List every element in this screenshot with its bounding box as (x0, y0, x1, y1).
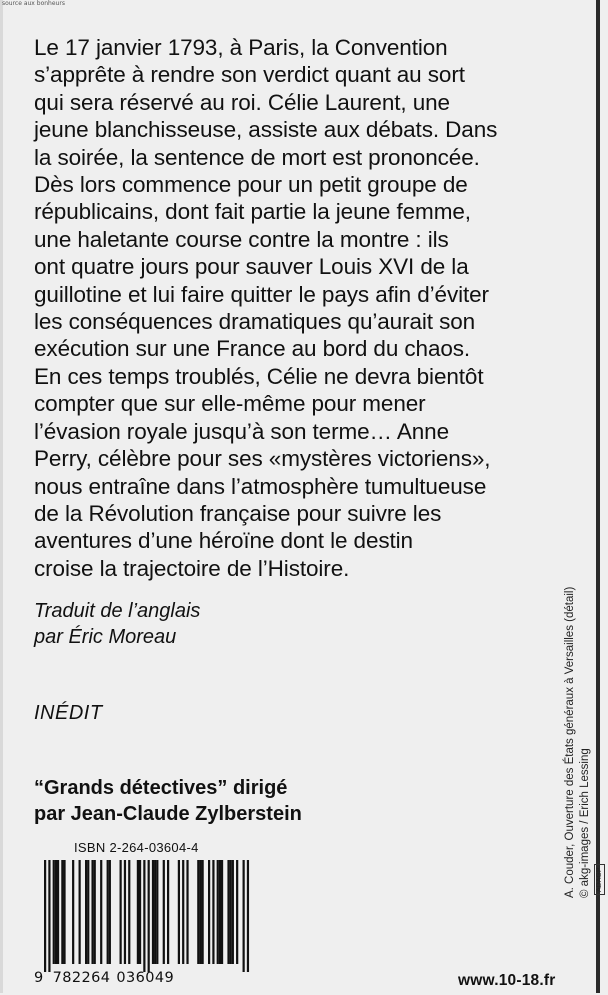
cover-image-credit (563, 568, 608, 898)
barcode-bar (247, 860, 249, 972)
blurb-line: les conséquences dramatiques qu’aurait son (34, 309, 476, 335)
blurb-line: la soirée, la sentence de mort est prononcée. (34, 144, 480, 170)
ean-barcode (44, 860, 249, 972)
barcode-bar (221, 860, 223, 964)
barcode-block (34, 840, 264, 995)
barcode-bar (143, 860, 145, 972)
barcode-bar (199, 860, 201, 964)
adagp-logo: ADAGP (594, 864, 605, 895)
translator-line-1: Traduit de l’anglais (34, 600, 201, 622)
blurb-line: exécution sur une France au bord du chaos. (34, 336, 471, 362)
barcode-bar (212, 860, 214, 964)
left-page-edge (0, 0, 3, 993)
credit-line-1: A. Couder, Ouverture des États généraux à Versailles (détail) (564, 586, 576, 898)
barcode-bar (243, 860, 245, 972)
barcode-bar (55, 860, 57, 964)
barcode-bar (202, 860, 204, 964)
blurb-line: de la Révolution française pour suivre les (34, 500, 442, 526)
barcode-bar (91, 860, 93, 964)
barcode-bar (163, 860, 165, 964)
barcode-bar (236, 860, 238, 964)
collection-line-1: “Grands détectives” dirigé (34, 777, 288, 799)
barcode-bar (186, 860, 188, 964)
barcode-bar (154, 860, 156, 964)
barcode-bar (227, 860, 229, 964)
barcode-bar (152, 860, 154, 964)
barcode-bar (217, 860, 219, 964)
barcode-bar (197, 860, 199, 964)
blurb-line: républicains, dont fait partie la jeune femme, (34, 199, 471, 225)
barcode-bar (208, 860, 210, 964)
inedit-label: INÉDIT (34, 702, 103, 724)
barcode-digit-group-1: 782264 (52, 970, 111, 986)
blurb-line: compter que sur elle-même pour mener (34, 391, 426, 417)
barcode-digits (34, 970, 174, 986)
isbn-label: ISBN 2-264-03604-4 (74, 840, 199, 855)
barcode-digit-group-2: 036049 (116, 970, 175, 986)
barcode-bar (85, 860, 87, 964)
blurb-line: Perry, célèbre pour ses «mystères victoriens», (34, 446, 491, 472)
barcode-bar (79, 860, 81, 964)
barcode-bar (53, 860, 55, 964)
barcode-bar (182, 860, 184, 964)
blurb-line: une haletante course contre la montre : ils (34, 226, 449, 252)
blurb-line: s’apprête à rendre son verdict quant au sort (34, 62, 465, 88)
barcode-bar (120, 860, 122, 964)
barcode-bar (48, 860, 50, 972)
barcode-bar (107, 860, 109, 964)
translator-line-2: par Éric Moreau (34, 626, 177, 648)
blurb-line: l’évasion royale jusqu’à son terme… Anne (34, 418, 449, 444)
blurb-line: En ces temps troublés, Célie ne devra bientôt (34, 363, 484, 389)
barcode-bar (230, 860, 232, 964)
barcode-bar (57, 860, 59, 964)
barcode-bar (63, 860, 65, 964)
barcode-bar (148, 860, 150, 972)
barcode-digit-first: 9 (34, 970, 44, 986)
blurb-line: Le 17 janvier 1793, à Paris, la Convention (34, 35, 448, 60)
blurb-line: croise la trajectoire de l’Histoire. (34, 555, 350, 581)
barcode-bar (128, 860, 130, 964)
barcode-bar (139, 860, 141, 964)
barcode-bar (87, 860, 89, 964)
credit-line-2: © akg-images / Erich Lessing ADAGP (579, 748, 604, 898)
blurb-line: aventures d’une héroïne dont le destin (34, 528, 413, 554)
barcode-bar (61, 860, 63, 964)
barcode-bar (44, 860, 46, 972)
blurb-line: jeune blanchisseuse, assiste aux débats. Dans (34, 117, 498, 143)
collection-line-2: par Jean-Claude Zylberstein (34, 803, 302, 825)
blurb-line: nous entraîne dans l’atmosphère tumultueuse (34, 473, 487, 499)
blurb-line: qui sera réservé au roi. Célie Laurent, une (34, 89, 450, 115)
translator-credit (34, 598, 200, 650)
blurb-line: guillotine et lui faire quitter le pays afin d’éviter (34, 281, 489, 307)
barcode-bar (94, 860, 96, 964)
barcode-bar (232, 860, 234, 964)
barcode-bar (156, 860, 158, 964)
back-cover-blurb (34, 34, 582, 582)
barcode-bar (109, 860, 111, 964)
blurb-line: Dès lors commence pour un petit groupe de (34, 172, 468, 198)
barcode-bar (124, 860, 126, 964)
corner-watermark: source aux bonheurs (2, 0, 65, 7)
blurb-line: ont quatre jours pour sauver Louis XVI de la (34, 254, 469, 280)
barcode-bar (178, 860, 180, 964)
barcode-bar (137, 860, 139, 964)
barcode-bar (167, 860, 169, 964)
barcode-bar (72, 860, 74, 964)
barcode-bar (100, 860, 102, 964)
barcode-bar (219, 860, 221, 964)
collection-credit (34, 775, 302, 827)
publisher-website: www.10-18.fr (458, 972, 556, 989)
